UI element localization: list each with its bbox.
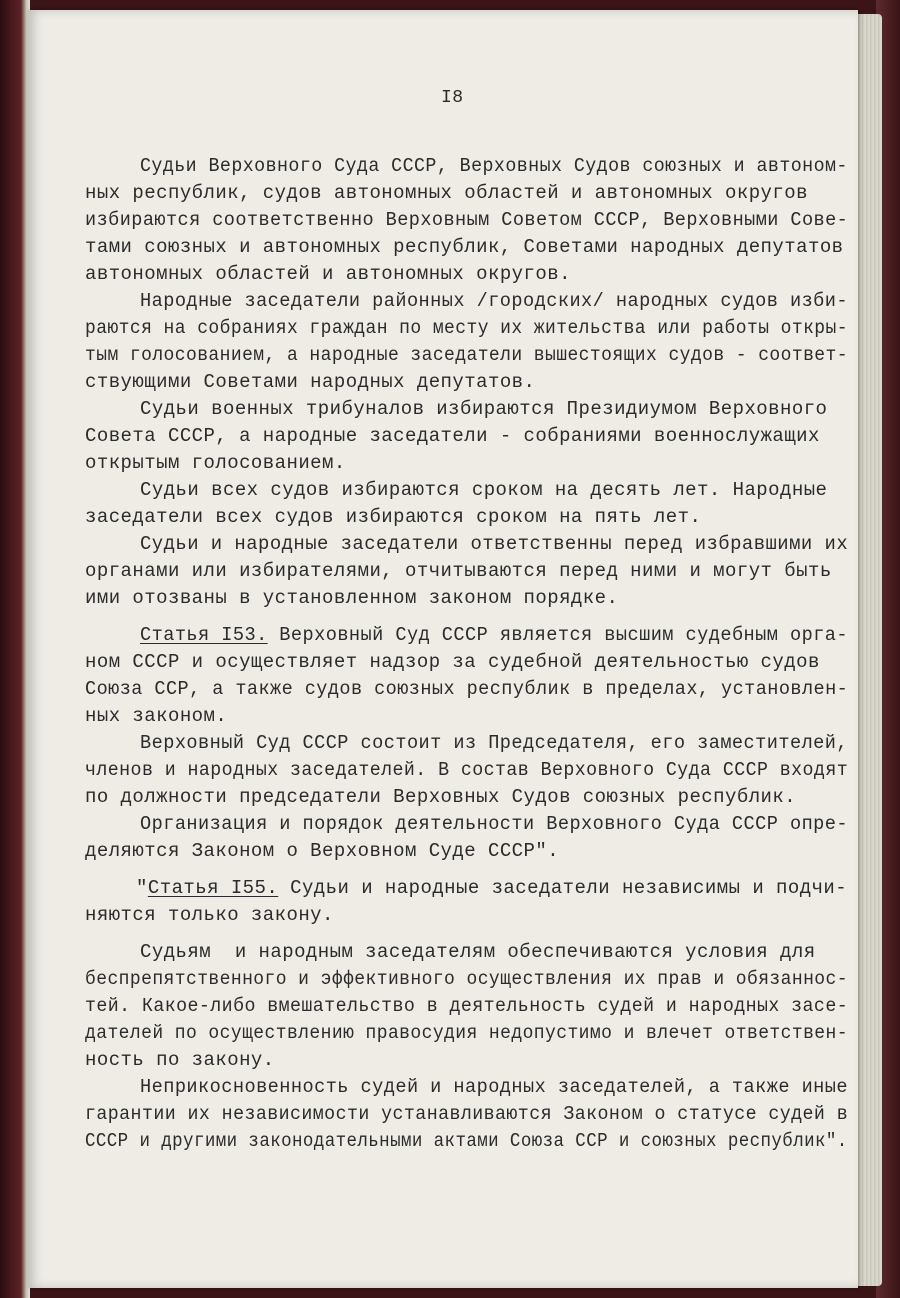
text-line: дателей по осуществлению правосудия недопустимо и влечет ответствен- (85, 1022, 848, 1044)
text-line: избираются соответственно Верховным Советом СССР, Верховными Сове- (85, 209, 849, 231)
text-line: ных республик, судов автономных областей и автономных округов (85, 182, 808, 204)
text-line: беспрепятственного и эффективного осуществления их прав и обязаннос- (85, 968, 848, 990)
text-line: Верховный Суд СССР является высшим судебным орга- (279, 624, 849, 646)
text-line: ность по закону. (85, 1049, 275, 1071)
text-line: тей. Какое-либо вмешательство в деятельность судей и народных засе- (85, 995, 849, 1017)
text-line: автономных областей и автономных округов. (85, 263, 571, 285)
text-line: органами или избирателями, отчитываются перед ними и могут быть (85, 560, 832, 582)
article-155-label: Статья I55. (147, 877, 279, 899)
text-line: деляются Законом о Верховном Суде СССР". (85, 840, 560, 862)
article-153-label: Статья I53. (140, 624, 268, 646)
text-line: Судьям и народным заседателям обеспечиваются условия для (140, 941, 816, 963)
text-line: няются только закону. (85, 904, 334, 926)
opening-quote: " (136, 877, 148, 899)
text-line: ствующими Советами народных депутатов. (85, 371, 536, 393)
text-line: Союза ССР, а также судов союзных республик в пределах, установлен- (85, 678, 849, 700)
text-line: Судьи всех судов избираются сроком на десять лет. Народные (140, 479, 828, 501)
text-line: раются на собраниях граждан по месту их жительства или работы откры- (85, 317, 848, 339)
text-line: Организация и порядок деятельности Верховного Суда СССР опре- (140, 813, 849, 835)
text-line: ими отозваны в установленном законом порядке. (85, 587, 619, 609)
text-line: Народные заседатели районных /городских/ народных судов изби- (140, 290, 849, 312)
text-line: Судьи военных трибуналов избираются Президиумом Верховного (140, 398, 828, 420)
text-line: открытым голосованием. (85, 452, 346, 474)
text-line: тым голосованием, а народные заседатели вышестоящих судов - соответ- (85, 344, 848, 366)
text-line: Неприкосновенность судей и народных заседателей, а также иные (140, 1076, 849, 1098)
text-line: ном СССР и осуществляет надзор за судебной деятельностью судов (85, 651, 820, 673)
text-line: Верховный Суд СССР состоит из Председателя, его заместителей, (140, 732, 849, 754)
text-line: ных законом. (85, 705, 228, 727)
text-line: Совета СССР, а народные заседатели - собраниями военнослужащих (85, 425, 820, 447)
text-line: СССР и другими законодательными актами Союза ССР и союзных республик". (85, 1130, 848, 1152)
text-line: членов и народных заседателей. В состав Верховного Суда СССР входят (85, 759, 849, 781)
text-line: Судьи Верховного Суда СССР, Верховных Судов союзных и автоном- (140, 155, 848, 177)
article-155-heading-line (136, 877, 847, 899)
text-line: Судьи и народные заседатели независимы и подчи- (290, 877, 848, 899)
text-line: гарантии их независимости устанавливаются Законом о статусе судей в (85, 1103, 849, 1125)
page-number: I8 (441, 88, 464, 108)
text-line: заседатели всех судов избираются сроком на пять лет. (85, 506, 702, 528)
book-binding-left (0, 0, 30, 1298)
article-153-heading-line (140, 624, 848, 646)
text-line: по должности председатели Верховных Судов союзных республик. (85, 786, 797, 808)
text-line: Судьи и народные заседатели ответственны перед избравшими их (140, 533, 849, 555)
text-line: тами союзных и автономных республик, Советами народных депутатов (85, 236, 844, 258)
